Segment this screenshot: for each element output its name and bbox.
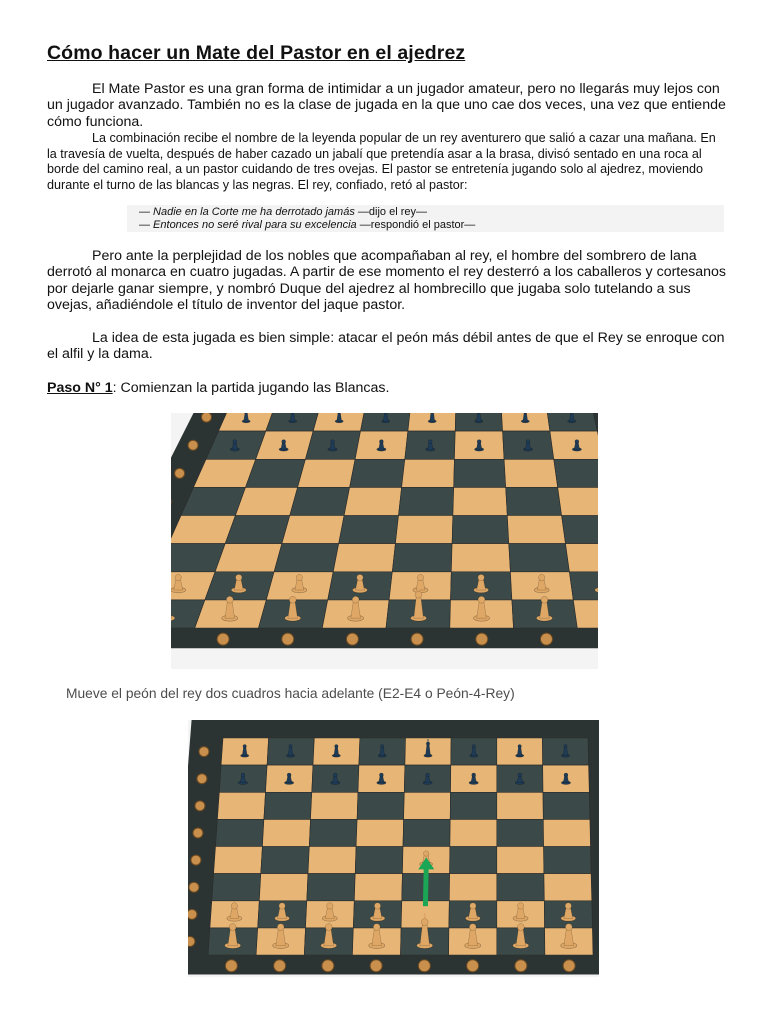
legend-paragraph xyxy=(47,131,727,194)
story-paragraph xyxy=(47,248,727,313)
quote-line-1 xyxy=(139,206,427,219)
quote-line-2-rest: —respondió el pastor— xyxy=(356,219,476,231)
quote-line-2-italic: — Entonces no seré rival para su excelencia xyxy=(139,219,357,231)
quote-line-1-italic: — Nadie en la Corte me ha derrotado jamás xyxy=(139,206,355,218)
chessboard-starting-position-image xyxy=(171,413,598,669)
idea-paragraph xyxy=(47,330,727,363)
story-text: Pero ante la perplejidad de los nobles que acompañaban al rey, el hombre del sombrero de lana derrotó al monarca en cuatro jugadas. A partir de ese momento el rey desterró a los caballeros y cortesanos por dejarle ganar siempre, y nombró Duque del ajedrez al hombrecillo que jugaba solo tutelando a sus ovejas, añadiéndole el título de inventor del jaque pastor. xyxy=(47,248,726,313)
intro-text: El Mate Pastor es una gran forma de intimidar a un jugador amateur, pero no llegarás muy lejos con un jugador avanzado. También no es la clase de jugada en la que uno cae dos veces, una vez que entiende cómo funciona. xyxy=(47,81,726,130)
step-1 xyxy=(47,380,389,396)
chessboard-photo-2 xyxy=(188,720,599,977)
legend-text: La combinación recibe el nombre de la leyenda popular de un rey aventurero que salió a cazar una mañana. En la travesía de vuelta, después de haber cazado un jabalí que pretendía asar a la brasa, divisó sentado en una roca al borde del camino real, a un pastor cuidando de tres ovejas. El pastor se entretenía jugando solo al ajedrez, moviendo durante el turno de las blancas y las negras. El rey, confiado, retó al pastor: xyxy=(47,131,716,193)
step-1-label: Paso N° 1 xyxy=(47,380,113,396)
quote-line-1-rest: —dijo el rey— xyxy=(354,206,427,218)
chessboard-photo-1 xyxy=(171,413,598,669)
photo-caption: Mueve el peón del rey dos cuadros hacia adelante (E2-E4 o Peón-4-Rey) xyxy=(66,686,515,701)
quote-line-2 xyxy=(139,219,475,232)
step-1-text: : Comienzan la partida jugando las Blancas. xyxy=(112,380,390,396)
intro-paragraph xyxy=(47,81,727,130)
dialogue-quote xyxy=(127,205,724,232)
document-title: Cómo hacer un Mate del Pastor en el ajedrez xyxy=(47,42,466,64)
idea-text: La idea de esta jugada es bien simple: atacar el peón más débil antes de que el Rey se enroque con el alfil y la dama. xyxy=(47,330,725,363)
chessboard-e4-move-image xyxy=(188,720,599,977)
